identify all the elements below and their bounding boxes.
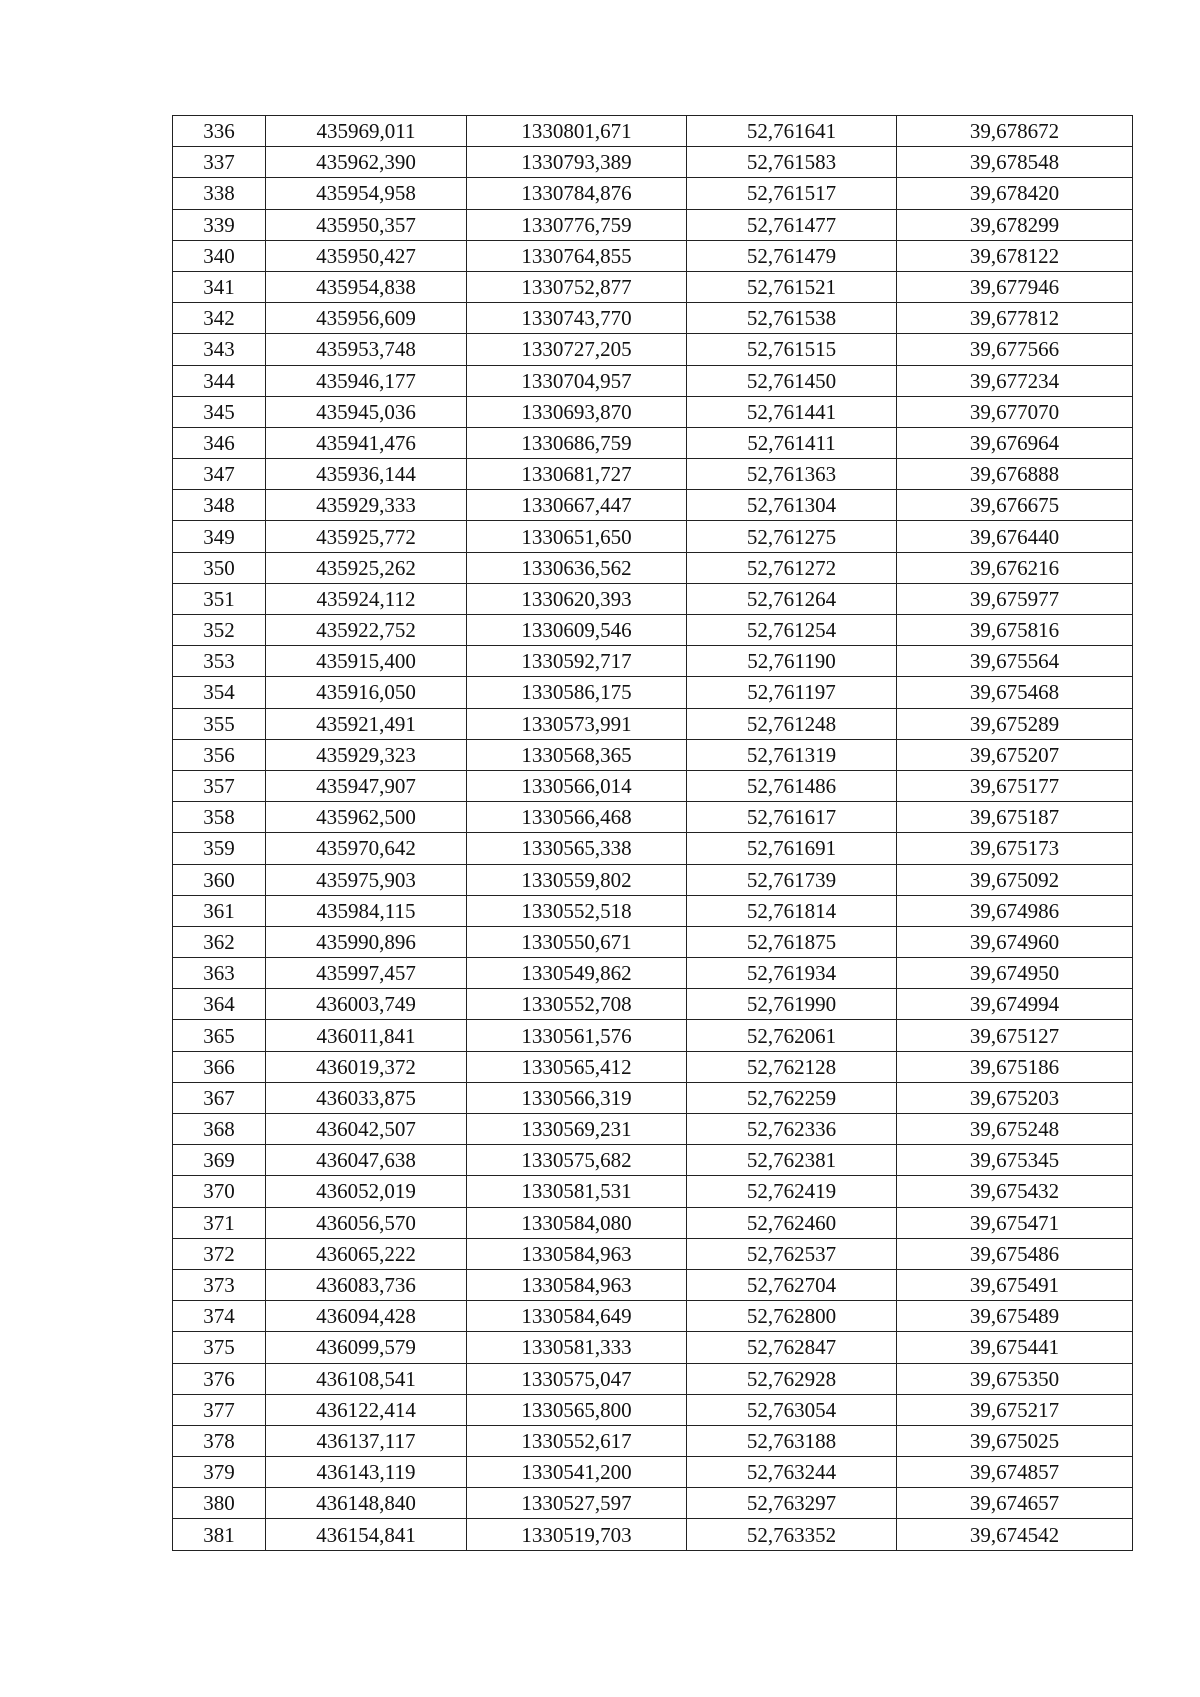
- point-number-cell: 381: [173, 1519, 266, 1550]
- x-coordinate-cell: 435941,476: [266, 427, 467, 458]
- table-row: [173, 396, 1133, 427]
- latitude-cell: 52,761479: [687, 240, 897, 271]
- y-coordinate-cell: 1330667,447: [467, 490, 687, 521]
- y-coordinate-cell: 1330552,617: [467, 1425, 687, 1456]
- x-coordinate-cell: 435954,958: [266, 178, 467, 209]
- longitude-cell: 39,677234: [897, 365, 1133, 396]
- table-row: [173, 833, 1133, 864]
- longitude-cell: 39,678420: [897, 178, 1133, 209]
- point-number-cell: 345: [173, 396, 266, 427]
- latitude-cell: 52,762704: [687, 1269, 897, 1300]
- x-coordinate-cell: 436099,579: [266, 1332, 467, 1363]
- point-number-cell: 353: [173, 646, 266, 677]
- x-coordinate-cell: 435997,457: [266, 958, 467, 989]
- x-coordinate-cell: 436083,736: [266, 1269, 467, 1300]
- point-number-cell: 365: [173, 1020, 266, 1051]
- y-coordinate-cell: 1330584,963: [467, 1238, 687, 1269]
- y-coordinate-cell: 1330565,800: [467, 1394, 687, 1425]
- table-row: [173, 365, 1133, 396]
- y-coordinate-cell: 1330575,047: [467, 1363, 687, 1394]
- point-number-cell: 361: [173, 895, 266, 926]
- longitude-cell: 39,675468: [897, 677, 1133, 708]
- longitude-cell: 39,675186: [897, 1051, 1133, 1082]
- x-coordinate-cell: 435922,752: [266, 615, 467, 646]
- latitude-cell: 52,761304: [687, 490, 897, 521]
- point-number-cell: 378: [173, 1425, 266, 1456]
- latitude-cell: 52,761691: [687, 833, 897, 864]
- point-number-cell: 346: [173, 427, 266, 458]
- point-number-cell: 356: [173, 739, 266, 770]
- y-coordinate-cell: 1330764,855: [467, 240, 687, 271]
- x-coordinate-cell: 436154,841: [266, 1519, 467, 1550]
- table-row: [173, 615, 1133, 646]
- table-row: [173, 1301, 1133, 1332]
- table-row: [173, 770, 1133, 801]
- point-number-cell: 344: [173, 365, 266, 396]
- y-coordinate-cell: 1330609,546: [467, 615, 687, 646]
- x-coordinate-cell: 435915,400: [266, 646, 467, 677]
- y-coordinate-cell: 1330565,338: [467, 833, 687, 864]
- x-coordinate-cell: 435970,642: [266, 833, 467, 864]
- y-coordinate-cell: 1330584,080: [467, 1207, 687, 1238]
- y-coordinate-cell: 1330704,957: [467, 365, 687, 396]
- latitude-cell: 52,761248: [687, 708, 897, 739]
- x-coordinate-cell: 435947,907: [266, 770, 467, 801]
- table-row: [173, 147, 1133, 178]
- latitude-cell: 52,762128: [687, 1051, 897, 1082]
- point-number-cell: 347: [173, 459, 266, 490]
- coordinates-table-body: [173, 116, 1133, 1551]
- longitude-cell: 39,674542: [897, 1519, 1133, 1550]
- latitude-cell: 52,761641: [687, 116, 897, 147]
- table-row: [173, 1394, 1133, 1425]
- latitude-cell: 52,761538: [687, 303, 897, 334]
- longitude-cell: 39,675187: [897, 802, 1133, 833]
- longitude-cell: 39,677070: [897, 396, 1133, 427]
- x-coordinate-cell: 435950,427: [266, 240, 467, 271]
- latitude-cell: 52,761521: [687, 271, 897, 302]
- y-coordinate-cell: 1330519,703: [467, 1519, 687, 1550]
- point-number-cell: 375: [173, 1332, 266, 1363]
- x-coordinate-cell: 436042,507: [266, 1114, 467, 1145]
- longitude-cell: 39,674960: [897, 926, 1133, 957]
- latitude-cell: 52,761441: [687, 396, 897, 427]
- x-coordinate-cell: 436003,749: [266, 989, 467, 1020]
- x-coordinate-cell: 436122,414: [266, 1394, 467, 1425]
- x-coordinate-cell: 436019,372: [266, 1051, 467, 1082]
- latitude-cell: 52,761617: [687, 802, 897, 833]
- longitude-cell: 39,678299: [897, 209, 1133, 240]
- longitude-cell: 39,675564: [897, 646, 1133, 677]
- y-coordinate-cell: 1330743,770: [467, 303, 687, 334]
- longitude-cell: 39,674657: [897, 1488, 1133, 1519]
- longitude-cell: 39,675289: [897, 708, 1133, 739]
- x-coordinate-cell: 435925,262: [266, 552, 467, 583]
- latitude-cell: 52,763297: [687, 1488, 897, 1519]
- x-coordinate-cell: 435945,036: [266, 396, 467, 427]
- latitude-cell: 52,761197: [687, 677, 897, 708]
- y-coordinate-cell: 1330793,389: [467, 147, 687, 178]
- x-coordinate-cell: 436011,841: [266, 1020, 467, 1051]
- point-number-cell: 341: [173, 271, 266, 302]
- x-coordinate-cell: 435969,011: [266, 116, 467, 147]
- latitude-cell: 52,763244: [687, 1457, 897, 1488]
- y-coordinate-cell: 1330575,682: [467, 1145, 687, 1176]
- table-row: [173, 303, 1133, 334]
- longitude-cell: 39,677566: [897, 334, 1133, 365]
- longitude-cell: 39,674950: [897, 958, 1133, 989]
- point-number-cell: 357: [173, 770, 266, 801]
- y-coordinate-cell: 1330693,870: [467, 396, 687, 427]
- latitude-cell: 52,761264: [687, 583, 897, 614]
- point-number-cell: 352: [173, 615, 266, 646]
- y-coordinate-cell: 1330552,708: [467, 989, 687, 1020]
- table-row: [173, 334, 1133, 365]
- y-coordinate-cell: 1330565,412: [467, 1051, 687, 1082]
- table-row: [173, 209, 1133, 240]
- table-row: [173, 646, 1133, 677]
- x-coordinate-cell: 435924,112: [266, 583, 467, 614]
- y-coordinate-cell: 1330568,365: [467, 739, 687, 770]
- latitude-cell: 52,761814: [687, 895, 897, 926]
- y-coordinate-cell: 1330552,518: [467, 895, 687, 926]
- point-number-cell: 349: [173, 521, 266, 552]
- longitude-cell: 39,675350: [897, 1363, 1133, 1394]
- longitude-cell: 39,675471: [897, 1207, 1133, 1238]
- point-number-cell: 351: [173, 583, 266, 614]
- latitude-cell: 52,762419: [687, 1176, 897, 1207]
- point-number-cell: 336: [173, 116, 266, 147]
- x-coordinate-cell: 435954,838: [266, 271, 467, 302]
- point-number-cell: 343: [173, 334, 266, 365]
- x-coordinate-cell: 435936,144: [266, 459, 467, 490]
- point-number-cell: 348: [173, 490, 266, 521]
- y-coordinate-cell: 1330566,014: [467, 770, 687, 801]
- table-row: [173, 1082, 1133, 1113]
- latitude-cell: 52,761583: [687, 147, 897, 178]
- table-row: [173, 490, 1133, 521]
- latitude-cell: 52,762460: [687, 1207, 897, 1238]
- point-number-cell: 363: [173, 958, 266, 989]
- table-row: [173, 1145, 1133, 1176]
- point-number-cell: 360: [173, 864, 266, 895]
- table-row: [173, 552, 1133, 583]
- longitude-cell: 39,675248: [897, 1114, 1133, 1145]
- table-row: [173, 1207, 1133, 1238]
- x-coordinate-cell: 435962,390: [266, 147, 467, 178]
- y-coordinate-cell: 1330561,576: [467, 1020, 687, 1051]
- y-coordinate-cell: 1330586,175: [467, 677, 687, 708]
- point-number-cell: 370: [173, 1176, 266, 1207]
- y-coordinate-cell: 1330541,200: [467, 1457, 687, 1488]
- table-row: [173, 1488, 1133, 1519]
- point-number-cell: 354: [173, 677, 266, 708]
- y-coordinate-cell: 1330681,727: [467, 459, 687, 490]
- y-coordinate-cell: 1330566,468: [467, 802, 687, 833]
- longitude-cell: 39,674986: [897, 895, 1133, 926]
- latitude-cell: 52,761190: [687, 646, 897, 677]
- longitude-cell: 39,675177: [897, 770, 1133, 801]
- point-number-cell: 340: [173, 240, 266, 271]
- x-coordinate-cell: 435950,357: [266, 209, 467, 240]
- point-number-cell: 372: [173, 1238, 266, 1269]
- x-coordinate-cell: 435984,115: [266, 895, 467, 926]
- latitude-cell: 52,761934: [687, 958, 897, 989]
- y-coordinate-cell: 1330727,205: [467, 334, 687, 365]
- longitude-cell: 39,675217: [897, 1394, 1133, 1425]
- latitude-cell: 52,761272: [687, 552, 897, 583]
- longitude-cell: 39,675486: [897, 1238, 1133, 1269]
- latitude-cell: 52,762928: [687, 1363, 897, 1394]
- longitude-cell: 39,677946: [897, 271, 1133, 302]
- longitude-cell: 39,675025: [897, 1425, 1133, 1456]
- table-row: [173, 926, 1133, 957]
- longitude-cell: 39,675203: [897, 1082, 1133, 1113]
- x-coordinate-cell: 435990,896: [266, 926, 467, 957]
- x-coordinate-cell: 436033,875: [266, 1082, 467, 1113]
- point-number-cell: 358: [173, 802, 266, 833]
- table-row: [173, 521, 1133, 552]
- x-coordinate-cell: 435946,177: [266, 365, 467, 396]
- x-coordinate-cell: 436065,222: [266, 1238, 467, 1269]
- longitude-cell: 39,674994: [897, 989, 1133, 1020]
- longitude-cell: 39,675977: [897, 583, 1133, 614]
- y-coordinate-cell: 1330686,759: [467, 427, 687, 458]
- table-row: [173, 1363, 1133, 1394]
- table-row: [173, 989, 1133, 1020]
- table-row: [173, 677, 1133, 708]
- y-coordinate-cell: 1330581,531: [467, 1176, 687, 1207]
- table-row: [173, 271, 1133, 302]
- table-row: [173, 178, 1133, 209]
- longitude-cell: 39,675173: [897, 833, 1133, 864]
- latitude-cell: 52,761517: [687, 178, 897, 209]
- latitude-cell: 52,762800: [687, 1301, 897, 1332]
- y-coordinate-cell: 1330636,562: [467, 552, 687, 583]
- x-coordinate-cell: 436047,638: [266, 1145, 467, 1176]
- table-row: [173, 459, 1133, 490]
- point-number-cell: 380: [173, 1488, 266, 1519]
- table-row: [173, 240, 1133, 271]
- point-number-cell: 350: [173, 552, 266, 583]
- longitude-cell: 39,676888: [897, 459, 1133, 490]
- x-coordinate-cell: 436148,840: [266, 1488, 467, 1519]
- latitude-cell: 52,762336: [687, 1114, 897, 1145]
- longitude-cell: 39,678672: [897, 116, 1133, 147]
- latitude-cell: 52,762381: [687, 1145, 897, 1176]
- y-coordinate-cell: 1330550,671: [467, 926, 687, 957]
- longitude-cell: 39,674857: [897, 1457, 1133, 1488]
- x-coordinate-cell: 435916,050: [266, 677, 467, 708]
- latitude-cell: 52,763054: [687, 1394, 897, 1425]
- x-coordinate-cell: 436056,570: [266, 1207, 467, 1238]
- point-number-cell: 367: [173, 1082, 266, 1113]
- table-row: [173, 1425, 1133, 1456]
- longitude-cell: 39,676440: [897, 521, 1133, 552]
- longitude-cell: 39,676675: [897, 490, 1133, 521]
- y-coordinate-cell: 1330573,991: [467, 708, 687, 739]
- table-row: [173, 958, 1133, 989]
- table-row: [173, 739, 1133, 770]
- longitude-cell: 39,675441: [897, 1332, 1133, 1363]
- table-row: [173, 116, 1133, 147]
- table-row: [173, 1176, 1133, 1207]
- y-coordinate-cell: 1330620,393: [467, 583, 687, 614]
- table-row: [173, 1051, 1133, 1082]
- point-number-cell: 369: [173, 1145, 266, 1176]
- latitude-cell: 52,761363: [687, 459, 897, 490]
- table-row: [173, 1332, 1133, 1363]
- point-number-cell: 377: [173, 1394, 266, 1425]
- table-row: [173, 1020, 1133, 1051]
- latitude-cell: 52,761515: [687, 334, 897, 365]
- point-number-cell: 373: [173, 1269, 266, 1300]
- point-number-cell: 366: [173, 1051, 266, 1082]
- table-row: [173, 427, 1133, 458]
- x-coordinate-cell: 435975,903: [266, 864, 467, 895]
- latitude-cell: 52,763188: [687, 1425, 897, 1456]
- y-coordinate-cell: 1330752,877: [467, 271, 687, 302]
- latitude-cell: 52,761254: [687, 615, 897, 646]
- point-number-cell: 362: [173, 926, 266, 957]
- x-coordinate-cell: 436094,428: [266, 1301, 467, 1332]
- table-row: [173, 895, 1133, 926]
- latitude-cell: 52,762847: [687, 1332, 897, 1363]
- y-coordinate-cell: 1330784,876: [467, 178, 687, 209]
- table-row: [173, 1238, 1133, 1269]
- table-row: [173, 1457, 1133, 1488]
- latitude-cell: 52,761739: [687, 864, 897, 895]
- table-row: [173, 864, 1133, 895]
- longitude-cell: 39,676964: [897, 427, 1133, 458]
- longitude-cell: 39,675092: [897, 864, 1133, 895]
- y-coordinate-cell: 1330569,231: [467, 1114, 687, 1145]
- latitude-cell: 52,761990: [687, 989, 897, 1020]
- x-coordinate-cell: 435953,748: [266, 334, 467, 365]
- latitude-cell: 52,761477: [687, 209, 897, 240]
- y-coordinate-cell: 1330776,759: [467, 209, 687, 240]
- y-coordinate-cell: 1330801,671: [467, 116, 687, 147]
- point-number-cell: 337: [173, 147, 266, 178]
- table-row: [173, 802, 1133, 833]
- coordinates-table: [172, 115, 1133, 1551]
- longitude-cell: 39,677812: [897, 303, 1133, 334]
- x-coordinate-cell: 436108,541: [266, 1363, 467, 1394]
- point-number-cell: 374: [173, 1301, 266, 1332]
- y-coordinate-cell: 1330559,802: [467, 864, 687, 895]
- y-coordinate-cell: 1330566,319: [467, 1082, 687, 1113]
- latitude-cell: 52,761875: [687, 926, 897, 957]
- latitude-cell: 52,761486: [687, 770, 897, 801]
- table-row: [173, 708, 1133, 739]
- y-coordinate-cell: 1330584,963: [467, 1269, 687, 1300]
- x-coordinate-cell: 435925,772: [266, 521, 467, 552]
- point-number-cell: 368: [173, 1114, 266, 1145]
- longitude-cell: 39,675345: [897, 1145, 1133, 1176]
- table-row: [173, 1114, 1133, 1145]
- table-row: [173, 583, 1133, 614]
- x-coordinate-cell: 435962,500: [266, 802, 467, 833]
- y-coordinate-cell: 1330651,650: [467, 521, 687, 552]
- longitude-cell: 39,675491: [897, 1269, 1133, 1300]
- x-coordinate-cell: 435929,323: [266, 739, 467, 770]
- point-number-cell: 359: [173, 833, 266, 864]
- y-coordinate-cell: 1330549,862: [467, 958, 687, 989]
- point-number-cell: 355: [173, 708, 266, 739]
- x-coordinate-cell: 435929,333: [266, 490, 467, 521]
- latitude-cell: 52,761275: [687, 521, 897, 552]
- latitude-cell: 52,763352: [687, 1519, 897, 1550]
- y-coordinate-cell: 1330592,717: [467, 646, 687, 677]
- longitude-cell: 39,678548: [897, 147, 1133, 178]
- y-coordinate-cell: 1330527,597: [467, 1488, 687, 1519]
- x-coordinate-cell: 435921,491: [266, 708, 467, 739]
- longitude-cell: 39,675432: [897, 1176, 1133, 1207]
- longitude-cell: 39,675207: [897, 739, 1133, 770]
- longitude-cell: 39,678122: [897, 240, 1133, 271]
- longitude-cell: 39,675127: [897, 1020, 1133, 1051]
- x-coordinate-cell: 436052,019: [266, 1176, 467, 1207]
- latitude-cell: 52,762259: [687, 1082, 897, 1113]
- latitude-cell: 52,761319: [687, 739, 897, 770]
- x-coordinate-cell: 435956,609: [266, 303, 467, 334]
- point-number-cell: 371: [173, 1207, 266, 1238]
- latitude-cell: 52,762537: [687, 1238, 897, 1269]
- latitude-cell: 52,761411: [687, 427, 897, 458]
- y-coordinate-cell: 1330581,333: [467, 1332, 687, 1363]
- x-coordinate-cell: 436143,119: [266, 1457, 467, 1488]
- longitude-cell: 39,675816: [897, 615, 1133, 646]
- longitude-cell: 39,675489: [897, 1301, 1133, 1332]
- point-number-cell: 364: [173, 989, 266, 1020]
- point-number-cell: 338: [173, 178, 266, 209]
- latitude-cell: 52,761450: [687, 365, 897, 396]
- point-number-cell: 342: [173, 303, 266, 334]
- longitude-cell: 39,676216: [897, 552, 1133, 583]
- latitude-cell: 52,762061: [687, 1020, 897, 1051]
- point-number-cell: 339: [173, 209, 266, 240]
- point-number-cell: 376: [173, 1363, 266, 1394]
- y-coordinate-cell: 1330584,649: [467, 1301, 687, 1332]
- point-number-cell: 379: [173, 1457, 266, 1488]
- x-coordinate-cell: 436137,117: [266, 1425, 467, 1456]
- table-row: [173, 1519, 1133, 1550]
- table-row: [173, 1269, 1133, 1300]
